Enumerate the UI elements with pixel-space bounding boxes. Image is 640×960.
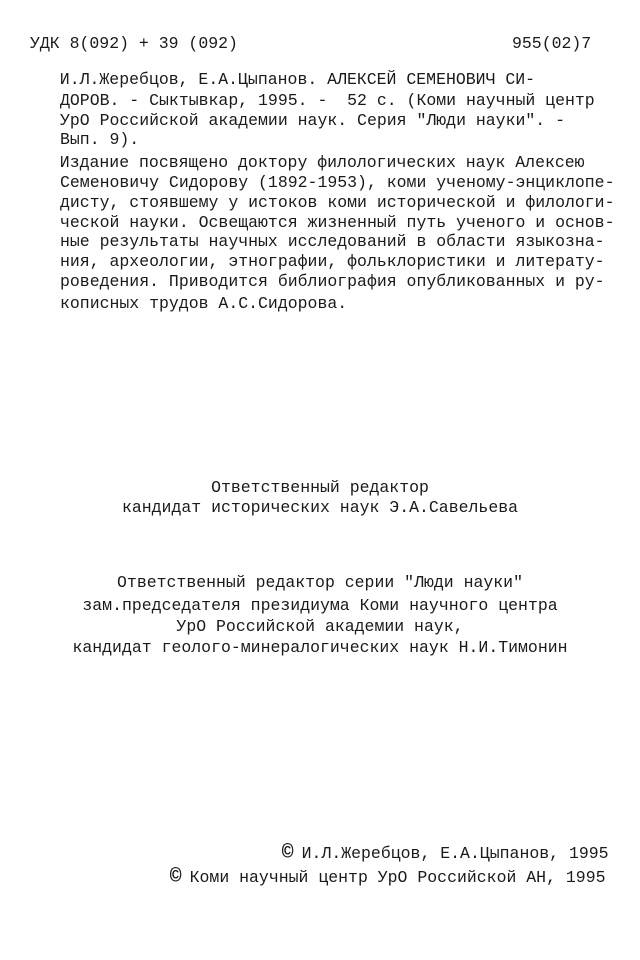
- editor-title: Ответственный редактор: [211, 478, 429, 497]
- citation-line: ДОРОВ. - Сыктывкар, 1995. - 52 с. (Коми научный центр: [60, 91, 595, 110]
- copyright-authors: И.Л.Жеребцов, Е.А.Цыпанов, 1995: [301, 844, 609, 863]
- series-editor-line: Ответственный редактор серии "Люди науки": [117, 573, 523, 592]
- series-editor-line: кандидат геолого-минералогических наук Н.И.Тимонин: [72, 638, 568, 657]
- series-editor-line: УрО Российской академии наук,: [176, 617, 464, 636]
- copyright-icon: ©: [281, 842, 294, 865]
- citation-line: Вып. 9).: [60, 130, 140, 149]
- abstract-line: роведения. Приводится библиография опубликованных и ру-: [60, 272, 605, 291]
- abstract-line: ческой науки. Освещаются жизненный путь ученого и основ-: [60, 213, 615, 232]
- citation-line: И.Л.Жеребцов, Е.А.Цыпанов. АЛЕКСЕЙ СЕМЕНОВИЧ СИ-: [40, 70, 536, 89]
- abstract-line: кописных трудов А.С.Сидорова.: [60, 294, 348, 313]
- abstract-line: ния, археологии, этнографии, фольклористики и литерату-: [60, 252, 605, 271]
- abstract-line: Семеновичу Сидорову (1892-1953), коми ученому-энциклопе-: [60, 173, 615, 192]
- series-editor-line: зам.председателя президиума Коми научного центра: [82, 596, 558, 615]
- abstract-line: Издание посвящено доктору филологических наук Алексею: [40, 153, 585, 172]
- copyright-publisher: Коми научный центр УрО Российской АН, 1995: [189, 868, 606, 887]
- udk-code: УДК 8(092) + 39 (092): [30, 34, 238, 53]
- citation-line: УрО Российской академии наук. Серия "Люди науки". -: [60, 111, 565, 130]
- abstract-line: ные результаты научных исследований в области языкозна-: [60, 232, 605, 251]
- copyright-icon: ©: [169, 866, 182, 889]
- abstract-line: дисту, стоявшему у истоков коми исторической и филологи-: [60, 193, 615, 212]
- editor-name: кандидат исторических наук Э.А.Савельева: [121, 498, 519, 517]
- bbk-code: 955(02)7: [512, 34, 592, 53]
